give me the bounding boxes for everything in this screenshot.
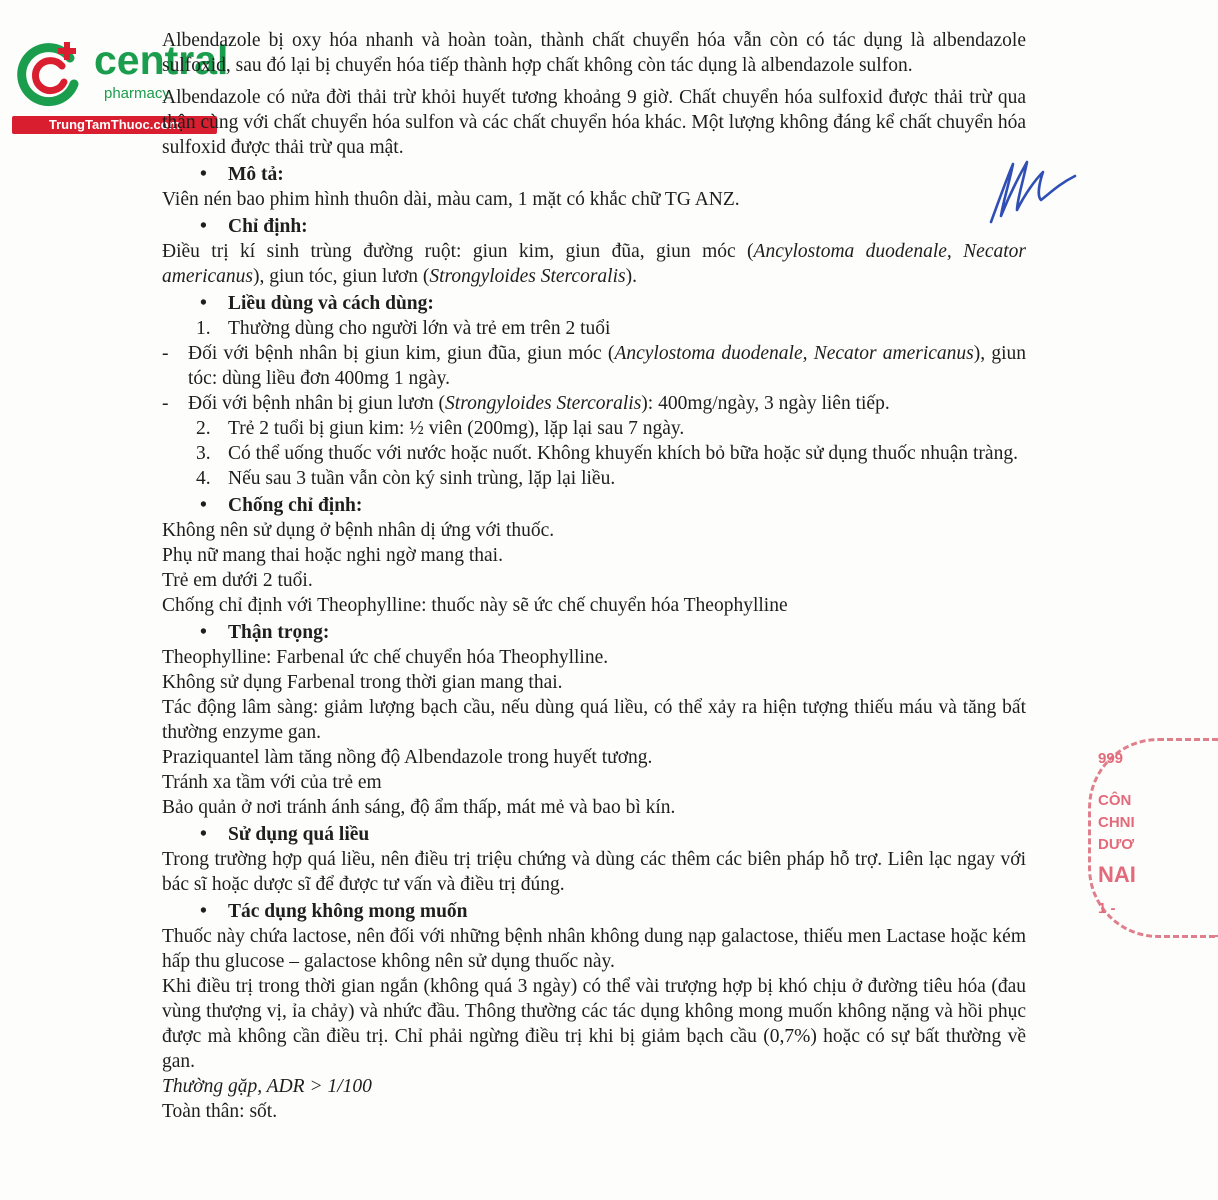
section-heading-side-effects <box>162 899 1026 924</box>
precaution-line: Tác động lâm sàng: giảm lượng bạch cầu, nếu dùng quá liều, có thể xảy ra hiện tượng thiếu máu và tăng bất thường enzyme gan. <box>162 697 1026 743</box>
intro-paragraph-elimination: Albendazole có nửa đời thải trừ khỏi huyết tương khoảng 9 giờ. Chất chuyển hóa sulfoxid được thải trừ qua thận cùng với chất chuyển hóa sulfon và các chất chuyển hóa khác. Một lượng không đáng kể chất chuyển hóa sulfoxid được thải trừ qua mật. <box>162 87 1026 158</box>
bullet-icon: • <box>200 164 207 185</box>
logo-wordmark: central <box>94 37 229 83</box>
bullet-icon: • <box>200 495 207 516</box>
section-heading-indications <box>162 214 1026 239</box>
logo-subtitle: pharmacy <box>104 85 170 102</box>
contraindication-line: Trẻ em dưới 2 tuổi. <box>162 570 313 591</box>
stamp-text-line: DƯƠ <box>1098 836 1135 853</box>
overdose-text: Trong trường hợp quá liều, nên điều trị triệu chứng và dùng các thêm các biên pháp hỗ trợ. Liên lạc ngay với bác sĩ hoặc dược sĩ để được tư vấn và điều trị đúng. <box>162 849 1026 895</box>
red-stamp <box>1088 738 1136 938</box>
contraindication-line: Chống chỉ định với Theophylline: thuốc này sẽ ức chế chuyển hóa Theophylline <box>162 595 788 616</box>
bullet-icon: • <box>200 622 207 643</box>
dosage-dash-item-pinworm: - Đối với bệnh nhân bị giun kim, giun đũa, giun móc (Ancylostoma duodenale, Necator americanus), giun tóc: dùng liều đơn 400mg 1 ngày. <box>162 343 1026 389</box>
side-effects-frequency: Thường gặp, ADR > 1/100 <box>162 1076 372 1097</box>
heading-text: Thận trọng: <box>228 622 330 643</box>
logo-site-bar: TrungTamThuoc.com <box>12 116 217 134</box>
side-effects-general: Toàn thân: sốt. <box>162 1101 278 1122</box>
section-heading-precautions <box>162 620 1026 645</box>
bullet-icon: • <box>200 824 207 845</box>
heading-text: Liều dùng và cách dùng: <box>228 293 434 314</box>
dosage-item-4: 4. Nếu sau 3 tuần vẫn còn ký sinh trùng, lặp lại liều. <box>196 468 616 489</box>
section-heading-description <box>162 162 1026 187</box>
dosage-item-1: 1. Thường dùng cho người lớn và trẻ em trên 2 tuổi <box>196 318 611 339</box>
section-heading-contraindications <box>162 493 1026 518</box>
stamp-text-line: 999 <box>1098 750 1124 767</box>
leaflet-document <box>162 28 1026 1124</box>
dosage-item-2: 2. Trẻ 2 tuổi bị giun kim: ½ viên (200mg), lặp lại sau 7 ngày. <box>196 418 685 439</box>
stamp-text-line: CHNI <box>1098 814 1135 831</box>
section-heading-overdose <box>162 822 1026 847</box>
precaution-line: Praziquantel làm tăng nồng độ Albendazole trong huyết tương. <box>162 747 653 768</box>
bullet-icon: • <box>200 293 207 314</box>
dosage-item-3: 3. Có thể uống thuốc với nước hoặc nuốt. Không khuyến khích bỏ bữa hoặc sử dụng thuốc nhuận tràng. <box>196 443 1018 464</box>
heading-text: Mô tả: <box>228 164 284 185</box>
precaution-line: Không sử dụng Farbenal trong thời gian mang thai. <box>162 672 563 693</box>
stamp-text-line: CÔN <box>1098 792 1132 809</box>
bullet-icon: • <box>200 216 207 237</box>
indications-text: Điều trị kí sinh trùng đường ruột: giun kim, giun đũa, giun móc (Ancylostoma duodenale, Necator americanus), giun tóc, giun lươn (Strongyloides Stercoralis). <box>162 241 1027 287</box>
stamp-text-line: NAI <box>1098 862 1136 887</box>
dosage-dash-item-strongyloides: - Đối với bệnh nhân bị giun lươn (Strongyloides Stercoralis): 400mg/ngày, 3 ngày liên tiếp. <box>162 393 890 414</box>
contraindication-line: Không nên sử dụng ở bệnh nhân dị ứng với thuốc. <box>162 520 555 541</box>
heading-text: Chống chỉ định: <box>228 495 363 516</box>
precaution-line: Theophylline: Farbenal ức chế chuyển hóa Theophylline. <box>162 647 609 668</box>
stamp-text-line: 1 - <box>1098 900 1116 917</box>
intro-paragraph-metabolism: Albendazole bị oxy hóa nhanh và hoàn toàn, thành chất chuyển hóa vẫn còn có tác dụng là albendazole sulfoxid, sau đó lại bị chuyển hóa tiếp thành hợp chất không còn tác dụng là albendazole sulfon. <box>162 30 1026 76</box>
side-effects-short-term: Khi điều trị trong thời gian ngắn (không quá 3 ngày) có thể vài trượng hợp bị khó chịu ở đường tiêu hóa (đau vùng thượng vị, ỉa chảy) và nhức đầu. Thông thường các tác dụng không mong muốn không nặng và hồi phục được mà không cần điều trị. Chỉ phải ngừng điều trị khi bị giảm bạch cầu (0,7%) hoặc có sự bất thường về gan. <box>162 976 1026 1072</box>
precaution-line: Bảo quản ở nơi tránh ánh sáng, độ ẩm thấp, mát mẻ và bao bì kín. <box>162 797 676 818</box>
heading-text: Tác dụng không mong muốn <box>228 901 468 922</box>
bullet-icon: • <box>200 901 207 922</box>
precaution-line: Tránh xa tầm với của trẻ em <box>162 772 382 793</box>
section-heading-dosage <box>162 291 1026 316</box>
side-effects-lactose: Thuốc này chứa lactose, nên đối với những bệnh nhân không dung nạp galactose, thiếu men Lactase hoặc kém hấp thu glucose – galactose không nên sử dụng thuốc này. <box>162 926 1026 972</box>
pharmacy-cross-logo-icon <box>12 40 84 112</box>
heading-text: Sử dụng quá liều <box>228 824 370 845</box>
contraindication-line: Phụ nữ mang thai hoặc nghi ngờ mang thai. <box>162 545 503 566</box>
description-text: Viên nén bao phim hình thuôn dài, màu cam, 1 mặt có khắc chữ TG ANZ. <box>162 189 740 210</box>
heading-text: Chỉ định: <box>228 216 308 237</box>
